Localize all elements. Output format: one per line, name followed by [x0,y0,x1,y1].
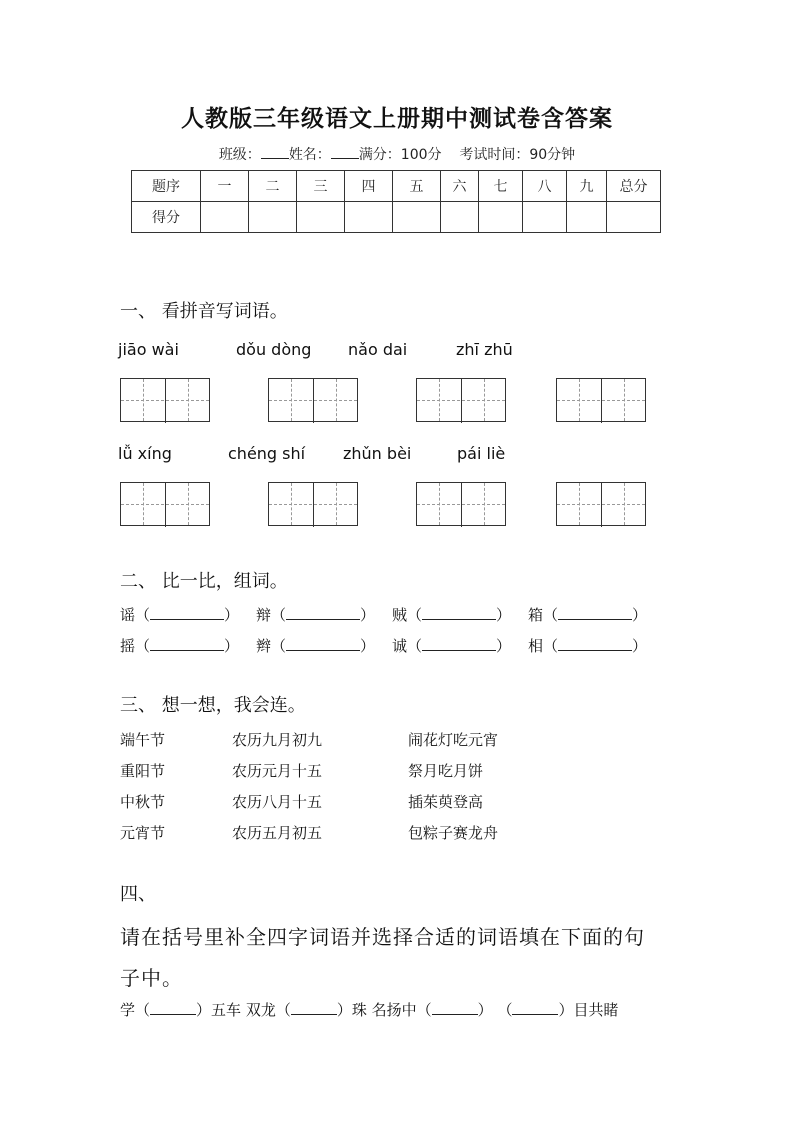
festival-date[interactable]: 农历元月十五 [232,762,323,780]
pinyin-label: jiāo wài [118,340,179,359]
section4-instruction-cont: 子中。 [120,966,183,990]
compare-char: 箱 [528,606,544,624]
festival-custom[interactable]: 包粽子赛龙舟 [408,824,499,842]
festival-custom[interactable]: 闹花灯吃元宵 [408,731,499,749]
tianzige-box[interactable] [416,482,506,526]
festival-custom[interactable]: 祭月吃月饼 [408,762,484,780]
score-cell[interactable] [201,202,249,233]
answer-blank[interactable] [558,638,632,651]
section4-instruction: 请在括号里补全四字词语并选择合适的词语填在下面的句 [120,925,645,949]
pinyin-label: zhī zhū [456,340,513,359]
idiom-blank[interactable] [512,1002,558,1015]
score-cell[interactable] [441,202,479,233]
compare-char: 摇 [120,637,136,655]
compare-item: 摇（ ） [120,637,240,655]
score-header-cell: 二 [249,171,297,202]
festival-name[interactable]: 中秋节 [120,793,166,811]
idiom-item: 学（ ）五车 [120,1001,242,1019]
score-table [131,170,661,233]
name-label: 姓名： [288,147,331,163]
answer-blank[interactable] [558,607,632,620]
score-cell[interactable] [567,202,607,233]
pinyin-label: nǎo dai [348,340,408,359]
name-blank[interactable] [331,146,359,159]
answer-blank[interactable] [150,638,224,651]
compare-item: 箱（ ） [528,606,648,624]
full-score: 满分：100分 [358,147,442,163]
pinyin-label: pái liè [457,444,506,463]
compare-char: 辫 [256,637,272,655]
pinyin-label: chéng shí [228,444,306,463]
compare-char: 诚 [392,637,408,655]
pinyin-label: lǚ xíng [118,444,172,463]
pinyin-label: zhǔn bèi [343,444,412,463]
score-header-cell: 五 [393,171,441,202]
score-header-cell: 一 [201,171,249,202]
compare-item: 辩（ ） [256,606,376,624]
tianzige-box[interactable] [268,378,358,422]
score-header-cell: 九 [567,171,607,202]
answer-blank[interactable] [286,638,360,651]
festival-date[interactable]: 农历八月十五 [232,793,323,811]
festival-name[interactable]: 元宵节 [120,824,166,842]
idiom-row [120,999,618,1020]
score-cell[interactable] [249,202,297,233]
idiom-blank[interactable] [291,1002,337,1015]
answer-blank[interactable] [422,607,496,620]
score-cell[interactable] [345,202,393,233]
idiom-item: 双龙（ ）珠 [245,1001,367,1019]
compare-item: 诚（ ） [392,637,512,655]
score-cell[interactable] [523,202,567,233]
score-header-cell: 题序 [132,171,201,202]
answer-blank[interactable] [150,607,224,620]
score-header-cell: 六 [441,171,479,202]
festival-name[interactable]: 端午节 [120,731,166,749]
score-header-cell: 四 [345,171,393,202]
section1-heading: 一、 看拼音写词语。 [120,301,288,322]
compare-item: 辫（ ） [256,637,376,655]
tianzige-box[interactable] [120,378,210,422]
score-value-row [132,202,661,233]
class-label: 班级： [218,147,261,163]
page-title: 人教版三年级语文上册期中测试卷含答案 [181,105,613,132]
tianzige-box[interactable] [556,482,646,526]
score-header-cell: 三 [297,171,345,202]
class-blank[interactable] [261,146,289,159]
section4-heading: 四、 [120,884,156,905]
idiom-blank[interactable] [432,1002,478,1015]
idiom-item: （ ）目共睹 [497,1001,619,1019]
tianzige-box[interactable] [268,482,358,526]
section2-heading: 二、 比一比，组词。 [120,571,288,592]
festival-custom[interactable]: 插茱萸登高 [408,793,484,811]
compare-char: 贼 [392,606,408,624]
idiom-blank[interactable] [150,1002,196,1015]
pinyin-label: dǒu dòng [236,340,312,359]
score-header-cell: 七 [479,171,523,202]
compare-item: 贼（ ） [392,606,512,624]
exam-time: 考试时间：90分钟 [459,147,576,163]
idiom-item: 名扬中（ ） [371,1001,493,1019]
score-cell[interactable] [393,202,441,233]
compare-item: 相（ ） [528,637,648,655]
score-row-label: 得分 [132,202,201,233]
answer-blank[interactable] [286,607,360,620]
score-header-cell: 八 [523,171,567,202]
score-header-cell: 总分 [607,171,661,202]
compare-char: 相 [528,637,544,655]
answer-blank[interactable] [422,638,496,651]
score-header-row [132,171,661,202]
score-cell[interactable] [607,202,661,233]
compare-item: 谣（ ） [120,606,240,624]
compare-char: 辩 [256,606,272,624]
tianzige-box[interactable] [416,378,506,422]
festival-name[interactable]: 重阳节 [120,762,166,780]
tianzige-box[interactable] [556,378,646,422]
festival-date[interactable]: 农历五月初五 [232,824,323,842]
tianzige-box[interactable] [120,482,210,526]
festival-date[interactable]: 农历九月初九 [232,731,323,749]
exam-info [0,144,794,164]
compare-char: 谣 [120,606,136,624]
section3-heading: 三、 想一想，我会连。 [120,695,306,716]
score-cell[interactable] [479,202,523,233]
score-cell[interactable] [297,202,345,233]
